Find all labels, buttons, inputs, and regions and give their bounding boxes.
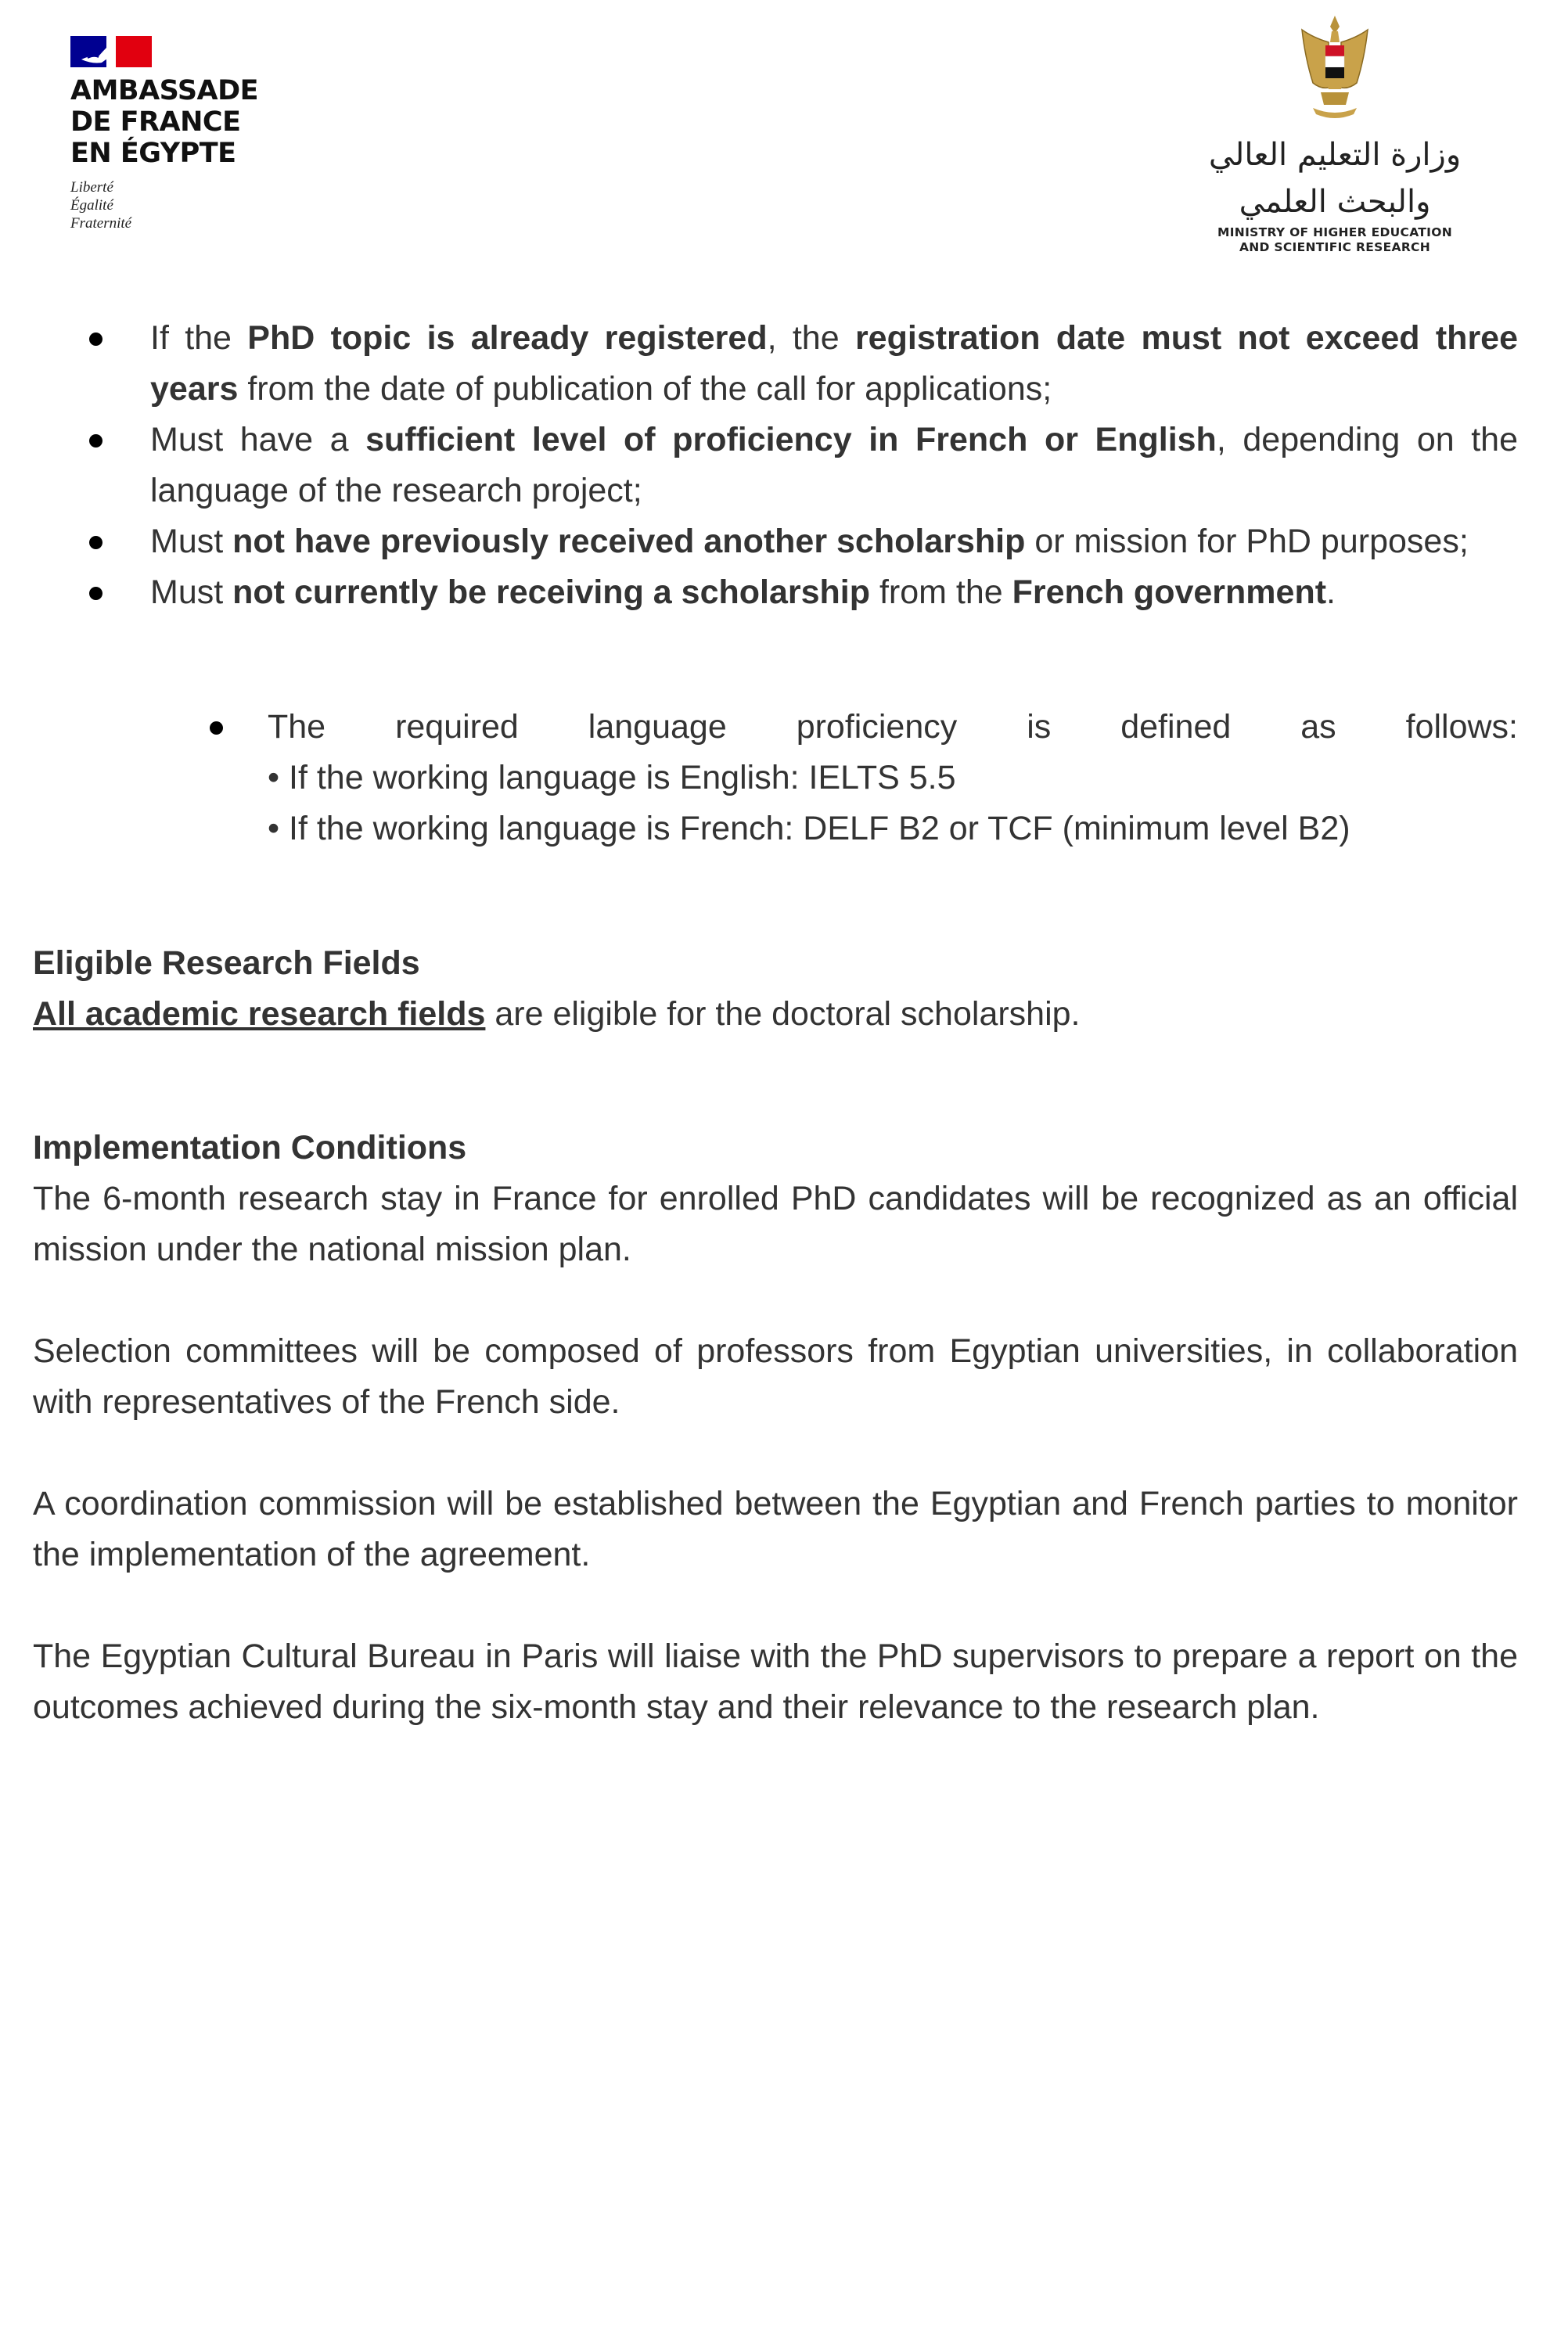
ministry-arabic-name: وزارة التعليم العالي والبحث العلمي [1208, 137, 1462, 220]
list-item [33, 415, 1518, 516]
bullet-icon [89, 587, 102, 600]
bold-text: registration date must not exceed three years [150, 319, 1519, 408]
ministry-english-line-1: MINISTRY OF HIGHER EDUCATION [1217, 225, 1452, 239]
bold-text: PhD topic is already registered [247, 319, 768, 357]
implementation-heading: Implementation Conditions [33, 1129, 467, 1167]
ministry-english-line-2: AND SCIENTIFIC RESEARCH [1239, 240, 1431, 254]
english-requirement: • If the working language is English: IELTS 5.5 [268, 759, 956, 796]
bullet-icon [89, 434, 102, 448]
bold-text: not currently be receiving a scholarship [232, 573, 870, 611]
eligible-fields-heading: Eligible Research Fields [33, 944, 420, 982]
text: from the date of publication of the call for applications; [238, 370, 1052, 408]
bold-text: French government [1012, 573, 1327, 611]
document-body [33, 313, 1518, 1733]
embassy-name-line-1: AMBASSADE [70, 75, 259, 106]
list-item [33, 567, 1518, 618]
text: . [1326, 573, 1336, 611]
text: Must [150, 523, 233, 560]
text: or mission for PhD purposes; [1025, 523, 1469, 560]
bullet-icon [210, 721, 223, 735]
eagle-emblem-icon [1297, 11, 1372, 128]
implementation-paragraph-4: The Egyptian Cultural Bureau in Paris will liaise with the PhD supervisors to prepare a report on the outcomes achieved during the six-month stay and their relevance to the research plan. [33, 1637, 1518, 1726]
implementation-paragraph-3: A coordination commission will be established between the Egyptian and French parties to monitor the implementation of the agreement. [33, 1485, 1518, 1573]
marianne-flag-icon [70, 36, 152, 67]
language-intro: The required language proficiency is defined as follows: [268, 708, 1518, 746]
bullet-icon [89, 333, 102, 346]
text: Must have a [150, 421, 366, 458]
eligibility-conditions-list [33, 313, 1518, 618]
text: If the [150, 319, 248, 357]
bold-text: not have previously received another scholarship [232, 523, 1026, 560]
text: , depending on the language of the research project; [150, 421, 1519, 509]
list-item [33, 516, 1518, 567]
eligible-fields-text: All academic research fields are eligible for the doctoral scholarship. [33, 995, 1081, 1033]
bullet-icon [89, 536, 102, 549]
text: Must [150, 573, 233, 611]
text: , the [767, 319, 855, 357]
republic-motto: Liberté Égalité Fraternité [70, 179, 132, 232]
implementation-paragraph-1: The 6-month research stay in France for enrolled PhD candidates will be recognized as an official mission under the national mission plan. [33, 1180, 1518, 1268]
language-requirements [33, 702, 1518, 854]
list-item [33, 313, 1518, 415]
french-embassy-logo [70, 36, 274, 232]
bold-text: sufficient level of proficiency in French or English [365, 421, 1217, 458]
embassy-name-line-2: DE FRANCE [70, 106, 241, 138]
text: from the [870, 573, 1012, 611]
egyptian-ministry-logo [1202, 11, 1468, 255]
french-requirement: • If the working language is French: DELF B2 or TCF (minimum level B2) [268, 810, 1350, 847]
implementation-paragraph-2: Selection committees will be composed of professors from Egyptian universities, in collaboration with representatives of the French side. [33, 1332, 1518, 1421]
embassy-name-line-3: EN ÉGYPTE [70, 138, 236, 169]
